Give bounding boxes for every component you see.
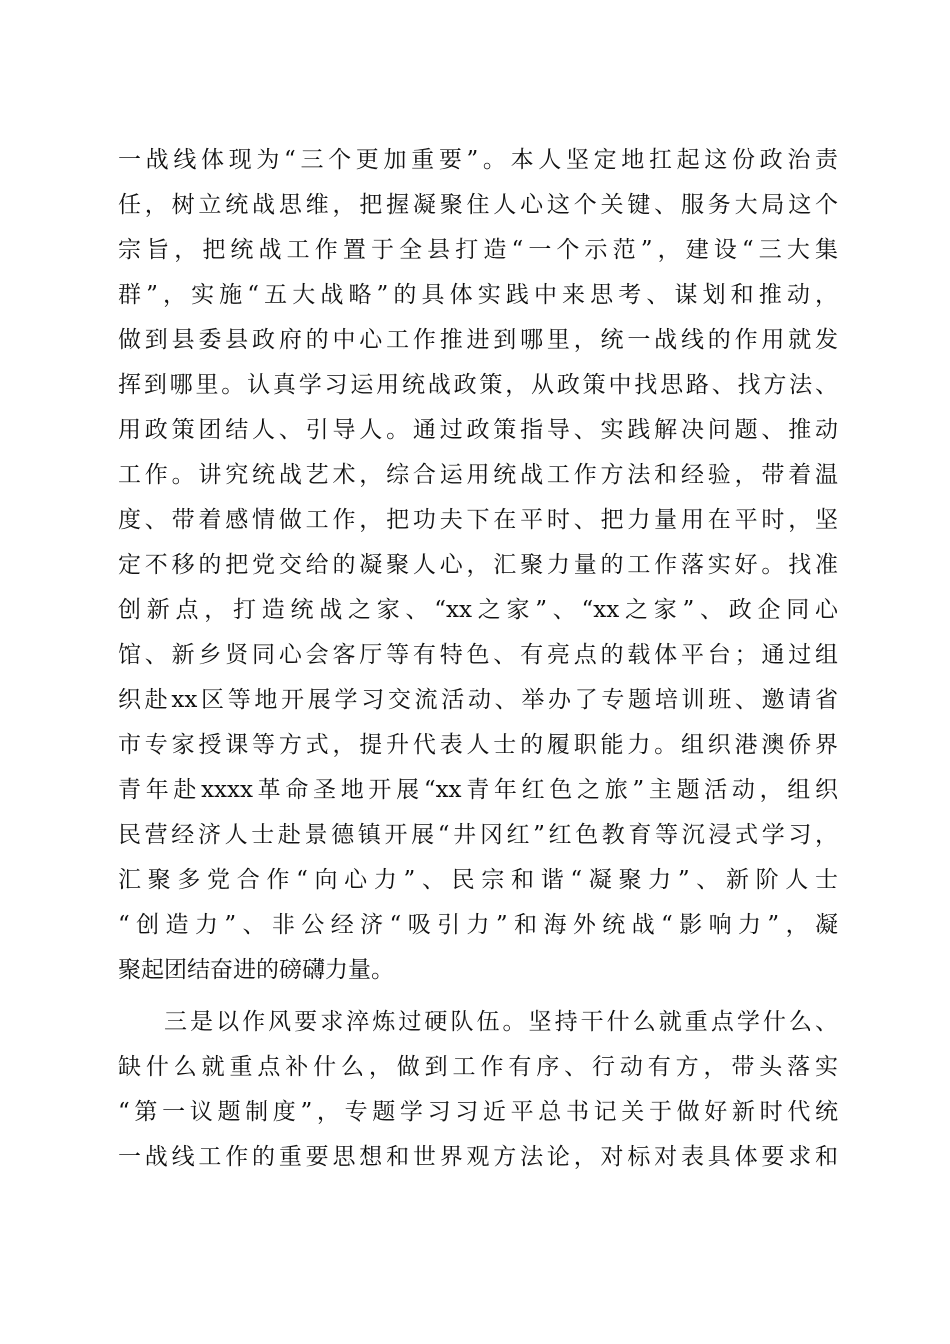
text-line-15: 青年赴xxxx革命圣地开展“xx青年红色之旅”主题活动，组织 [118, 777, 838, 803]
text-line-14: 市专家授课等方式，提升代表人士的履职能力。组织港澳侨界 [118, 732, 838, 758]
text-line-8: 工作。讲究统战艺术，综合运用统战工作方法和经验，带着温 [118, 462, 838, 488]
text-line-18: “创造力”、非公经济“吸引力”和海外统战“影响力”，凝 [118, 912, 838, 938]
text-line-19: 聚起团结奋进的磅礴力量。 [118, 957, 394, 983]
text-line-1: 一战线体现为“三个更加重要”。本人坚定地扛起这份政治责 [118, 147, 838, 173]
paragraph-heading-line: 三是以作风要求淬炼过硬队伍。坚持干什么就重点学什么、 [164, 1009, 838, 1035]
text-line-21: 缺什么就重点补什么，做到工作有序、行动有方，带头落实 [118, 1054, 838, 1080]
text-line-23: 一战线工作的重要思想和世界观方法论，对标对表具体要求和 [118, 1144, 838, 1170]
text-line-3: 宗旨，把统战工作置于全县打造“一个示范”，建设“三大集 [118, 237, 838, 263]
text-line-9: 度、带着感情做工作，把功夫下在平时、把力量用在平时，坚 [118, 507, 838, 533]
text-line-2: 任，树立统战思维，把握凝聚住人心这个关键、服务大局这个 [118, 192, 838, 218]
text-line-22: “第一议题制度”，专题学习习近平总书记关于做好新时代统 [118, 1099, 838, 1125]
text-line-12: 馆、新乡贤同心会客厅等有特色、有亮点的载体平台；通过组 [118, 642, 838, 668]
text-line-6: 挥到哪里。认真学习运用统战政策，从政策中找思路、找方法、 [118, 372, 838, 398]
text-line-11: 创新点，打造统战之家、“xx之家”、“xx之家”、政企同心 [118, 597, 838, 623]
text-line-10: 定不移的把党交给的凝聚人心，汇聚力量的工作落实好。找准 [118, 552, 838, 578]
text-line-7: 用政策团结人、引导人。通过政策指导、实践解决问题、推动 [118, 417, 838, 443]
text-line-17: 汇聚多党合作“向心力”、民宗和谐“凝聚力”、新阶人士 [118, 867, 838, 893]
text-line-5: 做到县委县政府的中心工作推进到哪里，统一战线的作用就发 [118, 327, 838, 353]
text-line-4: 群”，实施“五大战略”的具体实践中来思考、谋划和推动， [118, 282, 838, 308]
text-line-13: 织赴xx区等地开展学习交流活动、举办了专题培训班、邀请省 [118, 687, 838, 713]
text-line-16: 民营经济人士赴景德镇开展“井冈红”红色教育等沉浸式学习， [118, 822, 838, 848]
